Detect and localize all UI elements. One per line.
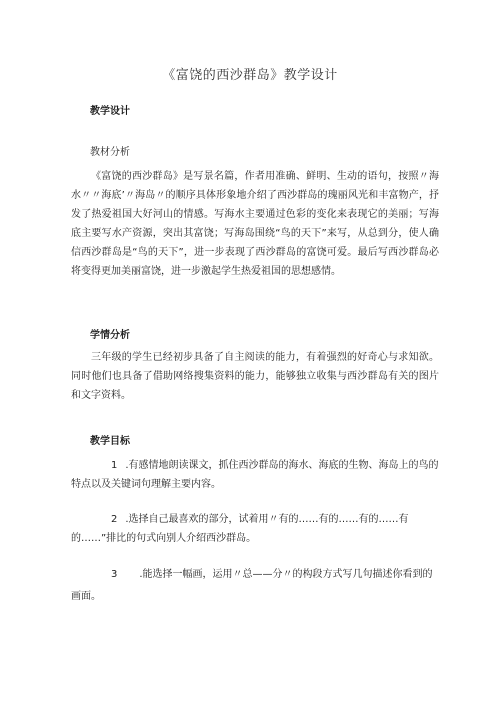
goal-number: 2 (111, 514, 118, 525)
goal-item-3 (71, 564, 439, 608)
section-heading-teaching-goals: 教学目标 (90, 436, 130, 447)
goal-text: .有感情地朗读课文，抓住西沙群岛的海水、海底的生物、海岛上的鸟的特点以及关键词句理解主要内容。 (71, 460, 439, 490)
material-analysis-paragraph: 《富饶的西沙群岛》是写景名篇，作者用准确、鲜明、生动的语句，按照〃海水〃〃海底’〃海岛〃的顺序具体形象地介绍了西沙群岛的瑰丽风光和丰富物产，抒发了热爱祖国大好河山的情感。写海水主要通过色彩的变化来表现它的美丽；写海底主要写水产资源，突出其富饶；写海岛围绕“鸟的天下”来写，从总到分，使人确信西沙群岛是“鸟的天下”，进一步表现了西沙群岛的富饶可爱。最后写西沙群岛必将变得更加美丽富饶，进一步激起学生热爱祖国的思想感情。 (71, 171, 439, 277)
goal-text: .能选择一幅画，运用〃总——分〃的构段方式写几句描述你看到的画面。 (71, 569, 433, 602)
goal-text: .选择自己最喜欢的部分，试着用〃有的……有的……有的……有的……”排比的句式向别人介绍西沙群岛。 (71, 514, 409, 544)
document-title: 《富饶的西沙群岛》教学设计 (162, 68, 338, 83)
goal-number: 1 (111, 460, 118, 471)
student-analysis-paragraph: 三年级的学生已经初步具备了自主阅读的能力，有着强烈的好奇心与求知欲。同时他们也具备了借助网络搜集资料的能力，能够独立收集与西沙群岛有关的图片和文字资料。 (71, 352, 439, 401)
section-heading-student-analysis: 学情分析 (90, 330, 130, 341)
subsection-heading-material-analysis: 教材分析 (90, 147, 130, 158)
goal-item-1 (71, 456, 439, 494)
section-heading-teaching-design: 教学设计 (90, 106, 130, 117)
goal-number: 3 (111, 569, 118, 580)
goal-item-2 (71, 510, 439, 548)
